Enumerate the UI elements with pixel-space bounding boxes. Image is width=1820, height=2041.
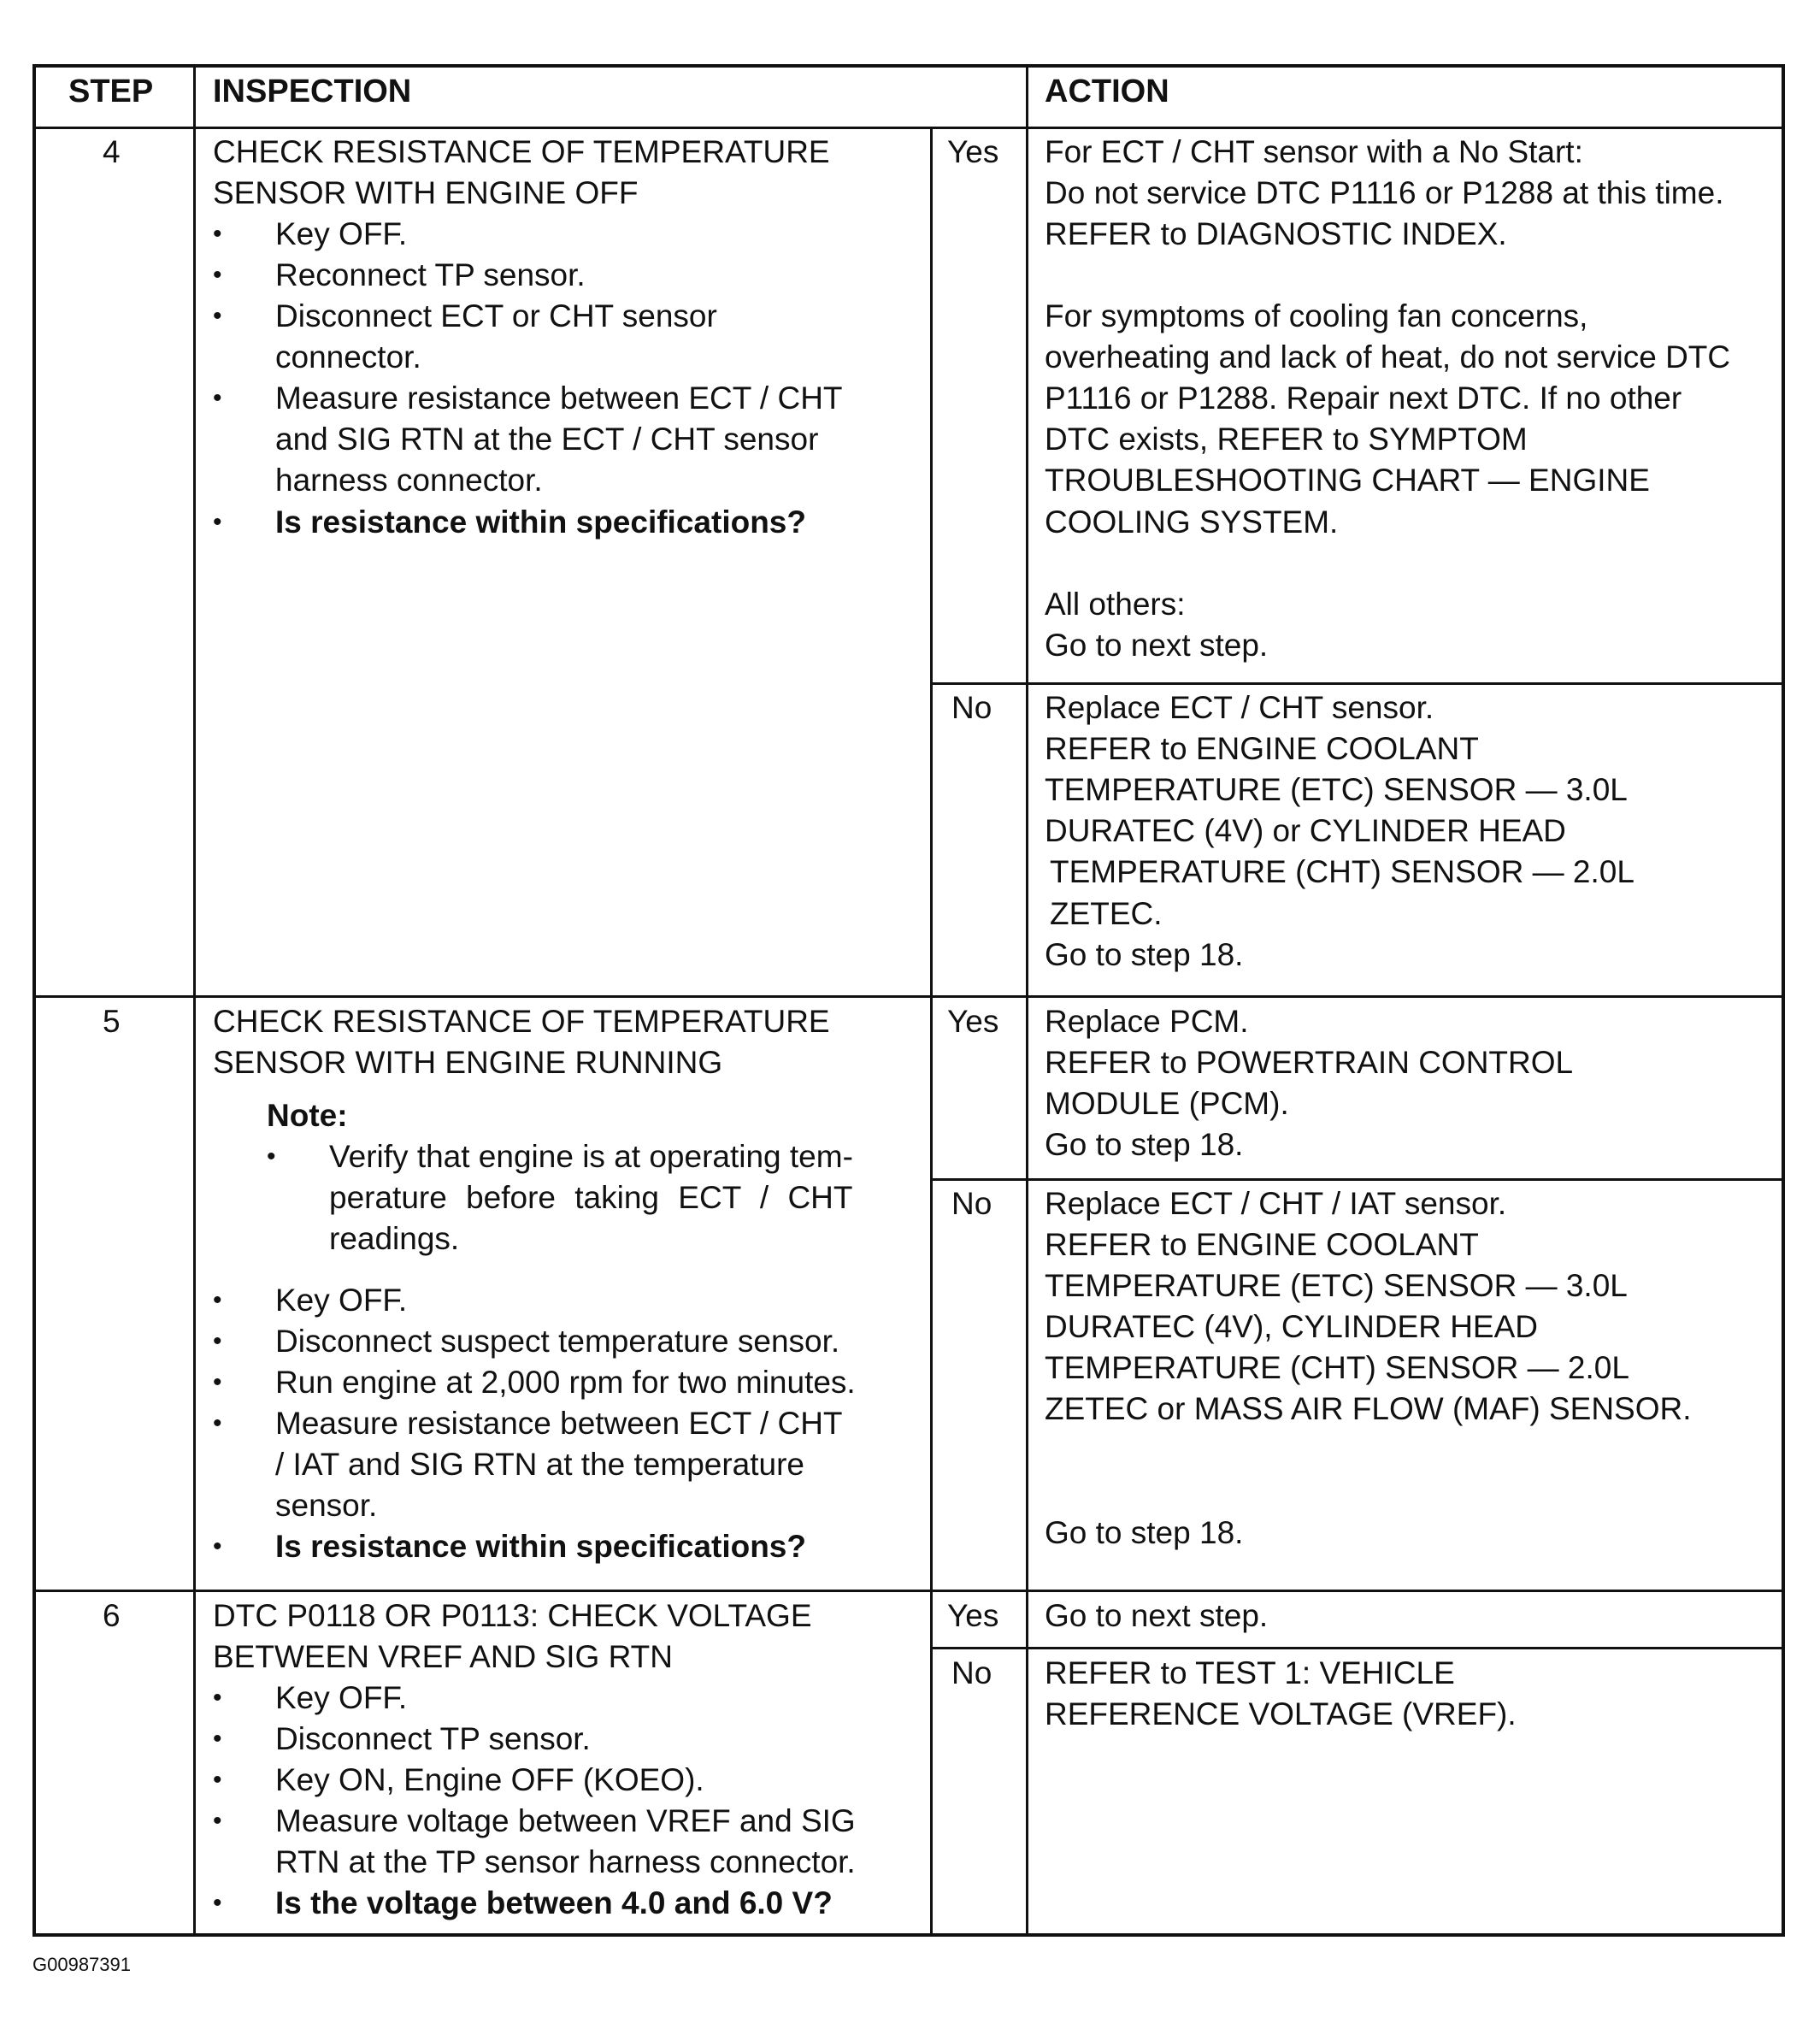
inspection-title: SENSOR WITH ENGINE RUNNING xyxy=(213,1045,723,1080)
inspection-title: CHECK RESISTANCE OF TEMPERATURE xyxy=(213,1004,830,1039)
bullet-icon: • xyxy=(213,384,222,412)
action-line: REFER to POWERTRAIN CONTROL xyxy=(1045,1045,1574,1080)
inspection-step: Measure resistance between ECT / CHT xyxy=(275,1406,843,1441)
inspection-step: Disconnect suspect temperature sensor. xyxy=(275,1324,840,1359)
no-label: No xyxy=(951,1186,992,1221)
action-line: DTC exists, REFER to SYMPTOM xyxy=(1045,422,1528,457)
bullet-icon: • xyxy=(213,1684,222,1712)
action-line: Go to next step. xyxy=(1045,628,1269,663)
inspection-step: Measure resistance between ECT / CHT xyxy=(275,380,843,416)
figure-code: G00987391 xyxy=(32,1954,131,1975)
action-line: Go to step 18. xyxy=(1045,1515,1244,1550)
inspection-step: Measure voltage between VREF and SIG xyxy=(275,1803,856,1838)
inspection-step: Key ON, Engine OFF (KOEO). xyxy=(275,1762,704,1797)
action-line: For ECT / CHT sensor with a No Start: xyxy=(1045,134,1583,169)
bullet-icon: • xyxy=(213,1368,222,1396)
bullet-icon: • xyxy=(213,1327,222,1355)
header-inspection: INSPECTION xyxy=(213,74,412,109)
inspection-step: Disconnect ECT or CHT sensor xyxy=(275,298,717,333)
inspection-step-continued: sensor. xyxy=(275,1488,378,1523)
inspection-step-continued: connector. xyxy=(275,339,421,375)
bullet-icon: • xyxy=(213,1532,222,1560)
yes-label: Yes xyxy=(947,134,999,169)
action-line: TROUBLESHOOTING CHART — ENGINE xyxy=(1045,463,1650,498)
action-line: TEMPERATURE (ETC) SENSOR — 3.0L xyxy=(1045,772,1628,807)
action-line: DURATEC (4V), CYLINDER HEAD xyxy=(1045,1309,1539,1344)
inspection-question: Is the voltage between 4.0 and 6.0 V? xyxy=(275,1885,833,1920)
subrow-rule xyxy=(930,682,1782,685)
note-text: perature before taking ECT / CHT xyxy=(329,1180,853,1215)
yes-label: Yes xyxy=(947,1004,999,1039)
action-line: REFER to ENGINE COOLANT xyxy=(1045,731,1479,766)
action-line: Replace ECT / CHT sensor. xyxy=(1045,690,1434,725)
action-line: Go to step 18. xyxy=(1045,1127,1244,1162)
action-line: ZETEC or MASS AIR FLOW (MAF) SENSOR. xyxy=(1045,1391,1692,1426)
bullet-icon: • xyxy=(213,1766,222,1794)
action-line: REFER to TEST 1: VEHICLE xyxy=(1045,1655,1455,1690)
bullet-icon: • xyxy=(213,220,222,248)
action-line: overheating and lack of heat, do not service DTC xyxy=(1045,339,1731,375)
inspection-step-continued: / IAT and SIG RTN at the temperature xyxy=(275,1447,805,1482)
yes-label: Yes xyxy=(947,1598,999,1633)
inspection-title: SENSOR WITH ENGINE OFF xyxy=(213,175,639,210)
row-rule xyxy=(36,995,1782,998)
column-divider xyxy=(1026,68,1028,1933)
step-number: 5 xyxy=(103,1004,121,1039)
action-line: Replace PCM. xyxy=(1045,1004,1249,1039)
header-action: ACTION xyxy=(1045,74,1169,109)
inspection-title: CHECK RESISTANCE OF TEMPERATURE xyxy=(213,134,830,169)
inspection-step-continued: and SIG RTN at the ECT / CHT sensor xyxy=(275,422,819,457)
inspection-question: Is resistance within specifications? xyxy=(275,1529,806,1564)
bullet-icon: • xyxy=(213,1889,222,1917)
bullet-icon: • xyxy=(213,1807,222,1835)
inspection-step-continued: harness connector. xyxy=(275,463,543,498)
bullet-icon: • xyxy=(213,261,222,289)
inspection-step: Key OFF. xyxy=(275,1680,408,1715)
action-line: TEMPERATURE (CHT) SENSOR — 2.0L xyxy=(1050,854,1634,889)
no-label: No xyxy=(951,690,992,725)
action-line: For symptoms of cooling fan concerns, xyxy=(1045,298,1588,333)
action-line: COOLING SYSTEM. xyxy=(1045,504,1339,540)
action-line: Go to next step. xyxy=(1045,1598,1269,1633)
inspection-question: Is resistance within specifications? xyxy=(275,504,806,540)
inspection-step: Key OFF. xyxy=(275,216,408,251)
inspection-step-continued: RTN at the TP sensor harness connector. xyxy=(275,1844,856,1879)
subrow-rule xyxy=(930,1178,1782,1181)
bullet-icon: • xyxy=(213,1409,222,1437)
action-line: TEMPERATURE (CHT) SENSOR — 2.0L xyxy=(1045,1350,1629,1385)
subrow-rule xyxy=(930,1647,1782,1649)
action-line: REFER to DIAGNOSTIC INDEX. xyxy=(1045,216,1507,251)
inspection-step: Key OFF. xyxy=(275,1283,408,1318)
inspection-step: Disconnect TP sensor. xyxy=(275,1721,591,1756)
action-line: Go to step 18. xyxy=(1045,937,1244,972)
action-line: P1116 or P1288. Repair next DTC. If no other xyxy=(1045,380,1682,416)
bullet-icon: • xyxy=(267,1142,276,1171)
action-line: TEMPERATURE (ETC) SENSOR — 3.0L xyxy=(1045,1268,1628,1303)
step-number: 6 xyxy=(103,1598,121,1633)
action-line: Replace ECT / CHT / IAT sensor. xyxy=(1045,1186,1507,1221)
inspection-title: DTC P0118 OR P0113: CHECK VOLTAGE xyxy=(213,1598,812,1633)
bullet-icon: • xyxy=(213,508,222,536)
bullet-icon: • xyxy=(213,1725,222,1753)
action-line: REFER to ENGINE COOLANT xyxy=(1045,1227,1479,1262)
inspection-step: Reconnect TP sensor. xyxy=(275,257,586,292)
diagnostic-table xyxy=(32,64,1785,1937)
bullet-icon: • xyxy=(213,1286,222,1314)
inspection-title: BETWEEN VREF AND SIG RTN xyxy=(213,1639,673,1674)
inspection-step: Run engine at 2,000 rpm for two minutes. xyxy=(275,1365,856,1400)
action-line: All others: xyxy=(1045,587,1186,622)
row-rule xyxy=(36,1590,1782,1592)
action-line: Do not service DTC P1116 or P1288 at this time. xyxy=(1045,175,1724,210)
note-heading: Note: xyxy=(267,1098,348,1133)
no-label: No xyxy=(951,1655,992,1690)
column-divider xyxy=(930,127,933,1933)
header-step: STEP xyxy=(68,74,154,109)
action-line: DURATEC (4V) or CYLINDER HEAD xyxy=(1045,813,1566,848)
bullet-icon: • xyxy=(213,302,222,330)
step-number: 4 xyxy=(103,134,121,169)
action-line: MODULE (PCM). xyxy=(1045,1086,1289,1121)
header-rule xyxy=(36,127,1782,129)
action-line: ZETEC. xyxy=(1050,896,1163,931)
note-text: Verify that engine is at operating tem- xyxy=(329,1139,853,1174)
column-divider xyxy=(193,68,196,1933)
note-text: readings. xyxy=(329,1221,460,1256)
action-line: REFERENCE VOLTAGE (VREF). xyxy=(1045,1696,1517,1731)
